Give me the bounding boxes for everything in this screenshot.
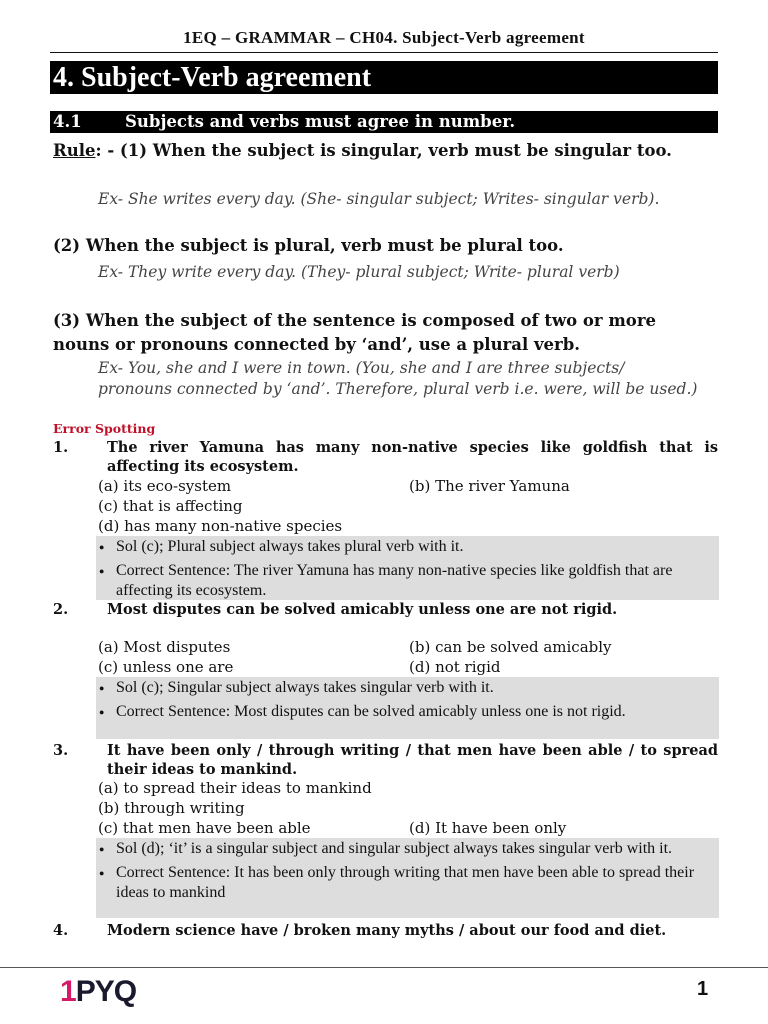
example-1: Ex- She writes every day. (She- singular subject; Writes- singular verb). [98, 190, 660, 208]
section-title: Subjects and verbs must agree in number. [125, 112, 516, 131]
example-2: Ex- They write every day. (They- plural subject; Write- plural verb) [98, 263, 620, 281]
logo-prefix: 1 [60, 975, 76, 1008]
solution-box [96, 838, 719, 918]
option-c: (c) unless one are [98, 658, 234, 676]
chapter-title: 4. Subject-Verb agreement [50, 61, 718, 94]
question-2 [53, 600, 718, 619]
option-a: (a) to spread their ideas to mankind [98, 779, 372, 797]
option-d: (d) It have been only [409, 819, 567, 837]
question-text: Modern science have / broken many myths / about our food and diet. [107, 922, 667, 939]
option-a: (a) its eco-system [98, 477, 232, 495]
solution-box [96, 536, 719, 600]
option-a: (a) Most disputes [98, 638, 231, 656]
question-number: 4. [53, 922, 69, 939]
question-3 [53, 741, 718, 779]
solution-text: ● Sol (c); Plural subject always takes plural verb with it. [116, 537, 713, 557]
option-d: (d) not rigid [409, 658, 501, 676]
rule-3: (3) When the subject of the sentence is composed of two or more nouns or pronouns connected by ‘and’, use a plural verb. [53, 311, 657, 354]
option-c: (c) that men have been able [98, 819, 311, 837]
rule-2: (2) When the subject is plural, verb must be plural too. [53, 236, 564, 255]
brand-logo [60, 975, 136, 1009]
rule-label: Rule [53, 141, 96, 160]
question-text: The river Yamuna has many non-native species like goldfish that is affecting its ecosystem. [107, 439, 718, 475]
solution-box [96, 677, 719, 739]
footer-divider [0, 967, 768, 968]
rule-1-text: : - (1) When the subject is singular, verb must be singular too. [95, 141, 672, 160]
solution-text: ● Sol (d); ‘it’ is a singular subject and singular subject always takes singular verb with it. [116, 839, 713, 859]
header-divider [50, 52, 718, 53]
solution-text: ● Sol (c); Singular subject always takes singular verb with it. [116, 678, 713, 698]
question-1 [53, 438, 718, 476]
page-number: 1 [697, 978, 709, 1000]
question-number: 3. [53, 742, 69, 759]
option-b: (b) can be solved amicably [409, 638, 612, 656]
section-number: 4.1 [53, 112, 82, 131]
correct-sentence: ● Correct Sentence: The river Yamuna has many non-native species like goldfish that are affecting its ecosystem. [116, 561, 713, 601]
running-header: 1EQ – GRAMMAR – CH04. Subject-Verb agreement [183, 28, 585, 47]
error-spotting-title: Error Spotting [53, 421, 156, 436]
correct-sentence: ● Correct Sentence: Most disputes can be solved amicably unless one is not rigid. [116, 702, 713, 722]
example-3: Ex- You, she and I were in town. (You, she and I are three subjects/ pronouns connected by ‘and’. Therefore, plural verb i.e. were, will be used.) [98, 359, 698, 398]
option-b: (b) through writing [98, 799, 245, 817]
option-c: (c) that is affecting [98, 497, 243, 515]
question-text: It have been only / through writing / that men have been able / to spread their ideas to mankind. [107, 742, 718, 778]
logo-text: PYQ [75, 975, 137, 1008]
question-number: 1. [53, 439, 69, 456]
question-text: Most disputes can be solved amicably unless one are not rigid. [107, 601, 618, 618]
question-4 [53, 921, 718, 940]
option-d: (d) has many non-native species [98, 517, 343, 535]
rule-1 [53, 139, 713, 163]
question-number: 2. [53, 601, 69, 618]
option-b: (b) The river Yamuna [409, 477, 570, 495]
section-heading [50, 111, 718, 133]
correct-sentence: ● Correct Sentence: It has been only through writing that men have been able to spread their ideas to mankind [116, 863, 713, 903]
